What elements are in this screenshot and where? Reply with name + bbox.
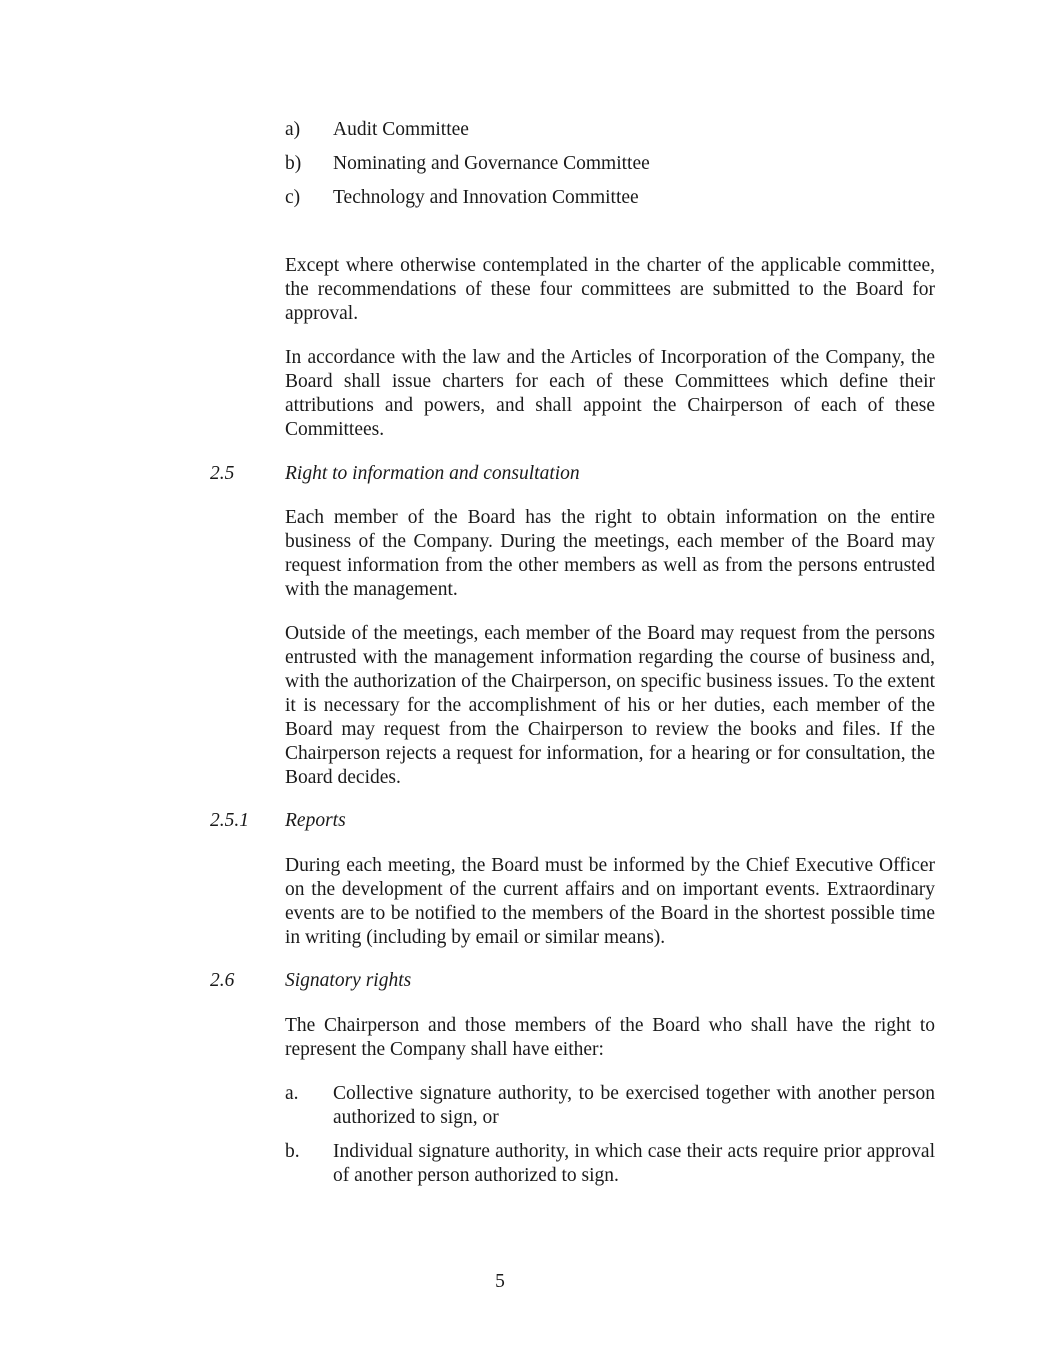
- section-number: 2.5.1: [210, 810, 249, 831]
- section-title: Right to information and consultation: [285, 463, 580, 484]
- section-2-5-paragraph-2: Outside of the meetings, each member of the Board may request from the persons entrusted with the management information regarding the course of business and, with the authorization of the Chairperson, on specific business issues. To the extent it is necessary for the accomplishment of his or her duties, each member of the Board may request from the Chairperson to review the books and files. If the Chairperson rejects a request for information, for a hearing or for consultation, the Board decides.: [285, 623, 935, 788]
- list-item-text: Individual signature authority, in which case their acts require prior approval of another person authorized to sign.: [333, 1141, 935, 1186]
- committee-recommendations-paragraph: Except where otherwise contemplated in the charter of the applicable committee, the recommendations of these four committees are submitted to the Board for approval.: [285, 255, 935, 324]
- list-marker: c): [285, 187, 301, 208]
- list-item-text: Nominating and Governance Committee: [333, 153, 650, 174]
- list-marker: b.: [285, 1141, 300, 1162]
- section-title: Signatory rights: [285, 970, 412, 991]
- section-number: 2.6: [210, 970, 235, 991]
- section-2-5-1-paragraph: During each meeting, the Board must be informed by the Chief Executive Officer on the development of the current affairs and on important events. Extraordinary events are to be notified to the members of the Board in the shortest possible time in writing (including by email or similar means).: [285, 855, 935, 948]
- section-2-5-paragraph-1: Each member of the Board has the right to obtain information on the entire business of the Company. During the meetings, each member of the Board may request information from the other members as well as from the persons entrusted with the management.: [285, 507, 935, 600]
- section-number: 2.5: [210, 463, 235, 484]
- list-marker: a): [285, 119, 301, 140]
- list-marker: a.: [285, 1083, 299, 1104]
- list-item-text: Audit Committee: [333, 119, 469, 140]
- list-item-text: Technology and Innovation Committee: [333, 187, 639, 208]
- page-number: 5: [495, 1271, 505, 1292]
- section-2-6-paragraph: The Chairperson and those members of the Board who shall have the right to represent the Company shall have either:: [285, 1015, 935, 1060]
- section-title: Reports: [285, 810, 346, 831]
- list-marker: b): [285, 153, 302, 174]
- committee-charters-paragraph: In accordance with the law and the Articles of Incorporation of the Company, the Board shall issue charters for each of these Committees which define their attributions and powers, and shall appoint the Chairperson of each of these Committees.: [285, 347, 935, 440]
- list-item-text: Collective signature authority, to be exercised together with another person authorized to sign, or: [333, 1083, 935, 1128]
